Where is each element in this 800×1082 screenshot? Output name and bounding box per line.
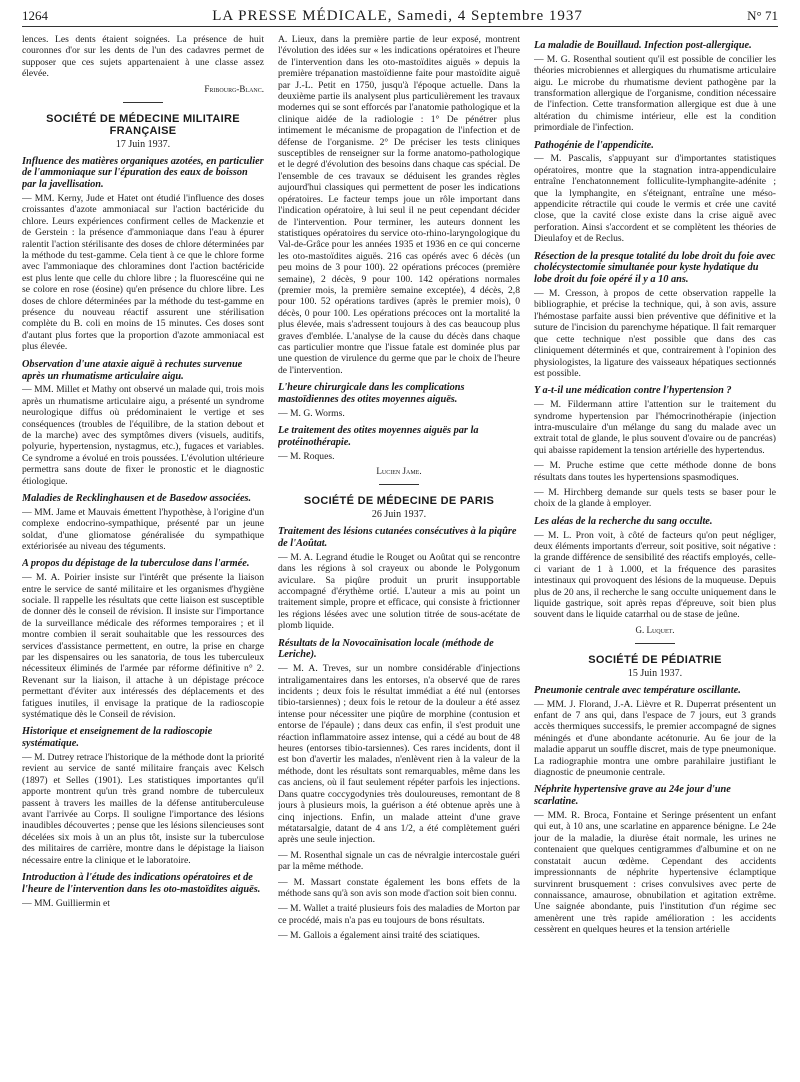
divider [123, 102, 163, 103]
article-title: L'heure chirurgicale dans les complications mastoïdiennes des otites moyennes aiguës. [278, 382, 465, 405]
article-title: Les aléas de la recherche du sang occulte. [534, 515, 713, 527]
article-text: — M. Pruche estime que cette méthode donne de bons résultats dans toutes les hypertensions spasmodiques. [534, 460, 776, 483]
article-text: — M. Cresson, à propos de cette observation rappelle la bibliographie, et précise la technique, qui, à son avis, assure l'hémostase parfaite aussi bien préventive que définitive et la suture de l'incision du parenchyme hépatique. Il fait remarquer que cette technique n'est possible que dans des cas cliniquement déterminés et que, contrairement à l'opinion des physiologistes, la ligature des vaisseaux hépatiques sectionnés est possible. [534, 288, 776, 379]
signature: Lucien Jame. [376, 466, 422, 477]
article-text: A. Lieux, dans la première partie de leur exposé, montrent l'évolution des idées sur « les indications opératoires et l'heure de l'intervention dans les oto-mastoïdites aiguës » depuis la première trépanation mastoïdienne faite pour mastoïdite aiguë par J.-L. Petit en 1750, jusqu'à l'époque actuelle. Dans la deuxième partie ils analysent plus particulièrement les travaux modernes qui se sont efforcés par l'anatomie pathologique et la clinique aidée de la radiologie : 1° De pénétrer plus intimement le mécanisme de propagation de l'infection et de défense de l'organisme. 2° De préciser les tests cliniques susceptibles de renseigner sur la forme anatomo-pathologique et le degré d'évolution des besoins dans chaque cas spécial. De l'ensemble de ces travaux se déduisent les grandes règles aujourd'hui classiques qui permettent de poser les indications opératoires. Le facteur temps joue un rôle important dans l'indication opératoire, à lui seul il ne peut cependant décider de l'intervention. Pour terminer, les auteurs donnent les statistiques opératoires du service oto-rhino-laryngologique du Val-de-Grâce pour les années 1935 et 1936 en ce qui concerne les oto-mastoïdites aiguës. 216 cas opérés avec 6 décès (un peu moins de 3 pour 100). 22 opérations précoces (première semaine), 2 décès, 9 pour 100. 142 opérations normales (premier mois, la première semaine exceptée), 4 décès, 2,8 pour 100. 52 opérations tardives (après le premier mois), 0 décès, 0 pour 100. Les opérations précoces ont la mortalité la plus élevée, mais s'adressent toujours à des cas beaucoup plus graves d'emblée. L'analyse de la cause du décès dans chaque cas particulier montre que l'issue fatale est dominée plus par une question de virulence du germe que par le choix de l'heure de l'intervention. [278, 34, 520, 376]
article-title: Observation d'une ataxie aiguë à rechutes survenue après un rhumatisme articulaire aigu. [22, 358, 243, 382]
column-3 [534, 34, 776, 1074]
article-title: Historique et enseignement de la radioscopie systématique. [22, 726, 213, 750]
article-text: — M. Dutrey retrace l'historique de la méthode dont la priorité revient au service de santé militaire français avec Kelsch (1897) et Selles (1901). Les statistiques importantes qu'il apporte montrent qu'un très grand nombre de tuberculeux passent à travers les mailles de la défense antituberculeuse avant l'arrivée au Corps. Il souligne l'importance des lésions inaudibles découvertes ; pense que les lésions silencieuses sont décelées six mois à un an plus tôt, insiste sur la tuberculose des militaires de carrière, montre dans le dépistage la liaison nécessaire entre la clinique et le laboratoire. [22, 752, 264, 866]
journal-name: LA PRESSE MÉDICALE, [212, 7, 393, 24]
article-title: Résection de la presque totalité du lobe droit du foie avec cholécystectomie simultanée pour kyste hydatique du lobe droit du foie opéré il y a 10 ans. [534, 250, 776, 286]
article-title: Introduction à l'étude des indications opératoires et de l'heure de l'intervention dans les oto-mastoïdites aiguës. [22, 872, 261, 895]
article-title: Maladies de Recklinghausen et de Basedow associées. [22, 492, 252, 504]
article-title: A propos du dépistage de la tuberculose dans l'armée. [22, 558, 250, 570]
issue-number: N° 71 [747, 8, 778, 23]
divider [379, 484, 419, 485]
article-title: Traitement des lésions cutanées consécutives à la piqûre de l'Aoûtat. [278, 526, 517, 549]
article-text: — M. A. Legrand étudie le Rouget ou Aoûtat qui se rencontre dans les régions à sol crayeux ou abonde le Polygonum aviculare. Sa piqûre produit un prurit insupportable accompagné d'érythème ortié. L'auteur a mis au point un traitement simple, propre et efficace, qui consiste à frictionner les régions lésées avec une solution titrée de sous-acétate de plomb liquide. [278, 551, 520, 632]
article-text: — M. Hirchberg demande sur quels tests se baser pour le choix de la glande à employer. [534, 486, 776, 510]
article-text: — M. Roques. [278, 450, 335, 462]
article-text: — MM. Kerny, Jude et Hatet ont étudié l'influence des doses croissantes d'azote ammoniacal sur l'action bactéricide du chlore. Leurs expériences confirment celles de Mackenzie et de Gerstein : la présence d'ammoniaque dans l'eau à épurer ralentit l'action stérilisante des doses de chlore déterminées par la méthode du test-gamme. Cela tient à ce que le chlore forme avec l'ammoniaque des chloramines dont l'action bactéricide est plus lente que celle du chlore libre ; la fluorescéine qui ne se colore en rose (éosine) qu'en présence du chlore libre. Les doses de chlore déterminées par la méthode du test-gamme en présence du nouveau réactif assurent une stérilisation complète du B. coli en moins de 15 minutes. Ces doses sont d'autant plus fortes que la proportion d'azote ammoniacal est plus élevée. [22, 193, 264, 353]
section-title: SOCIÉTÉ DE PÉDIATRIE [588, 653, 722, 666]
column-1 [22, 34, 264, 1074]
article-text: — M. G. Worms. [278, 407, 345, 419]
article-title: Résultats de la Novocaïnisation locale (méthode de Leriche). [278, 637, 494, 661]
article-text: — MM. Jame et Mauvais émettent l'hypothèse, à l'origine d'un complexe endocrino-sympathique, présenté par un jeune soldat, d'une gliomatose généralisée du sympathique extériorisée au niveau des téguments. [22, 506, 264, 552]
article-text: — MM. Millet et Mathy ont observé un malade qui, trois mois après un rhumatisme articulaire aigu, a présenté un syndrome neurologique diffus où prédominaient le vertige et ses conséquences (troubles de l'équilibre, de la station debout et de la marche) avec des symptômes divers (visuels, auditifs, polyurie, hypertension, nystagmus, etc.), fugaces et variables. Ce syndrome a évolué en trois poussées. L'évolution ultérieure permettra sans doute de fixer le pronostic et le diagnostic étiologique. [22, 384, 264, 487]
page-number: 1264 [22, 8, 48, 23]
article-columns [22, 34, 778, 1074]
signature: G. Luquet. [635, 624, 675, 635]
section-date: 26 Juin 1937. [371, 509, 427, 521]
article-text: — MM. Guilliermin et [22, 897, 110, 909]
section-date: 17 Juin 1937. [115, 138, 171, 150]
article-text: — M. A. Poirier insiste sur l'intérêt que présente la liaison entre le service de santé militaire et les organismes d'hygiène sociale. Il rappelle les résultats que cette liaison est susceptible de donner dès le conseil de révision. Il insiste sur l'importance de la surveillance médicale des réformes temporaires ; et il montre combien il serait souhaitable que les ressources des services d'assistance permettent, en outre, la prise en charge par les dispensaires ou les sanatoria, de tous les tuberculeux nécessiteux éliminés de l'armée par réforme définitive n° 2. Revenant sur la liaison, il attache à un dépistage précoce permettant d'éviter aux intéressés des déplacements et des fatigues inutiles, il envisage la pratique de la radioscopie systématique dès le Conseil de révision. [22, 572, 264, 721]
issue-date: Samedi, 4 Septembre 1937 [397, 7, 583, 24]
article-text: — MM. J. Florand, J.-A. Lièvre et R. Duperrat présentent un enfant de 7 ans qui, dans l'espace de 7 jours, eut 3 grands accès thermiques successifs, le premier accompagné de signes méningés et d'une abondante acétonurie. Au 6e jour de la maladie apparut un souffle discret, mais de type pneumonique. La radiographie montra une ombre parahilaire justifiant le diagnostic de pneumonie centrale. [534, 698, 776, 779]
section-title: SOCIÉTÉ DE MÉDECINE DE PARIS [303, 495, 495, 508]
article-title: Y a-t-il une médication contre l'hypertension ? [534, 385, 732, 397]
article-title: Influence des matières organiques azotées, en particulier de l'ammoniaque sur l'épuration des eaux de boisson par la javellisation. [22, 155, 264, 191]
article-text: — M. Pascalis, s'appuyant sur d'importantes statistiques opératoires, montre que la stagnation intra-appendiculaire entraîne l'enchatonnement folliculite-lymphangite-adénite ; que la lymphangite, en s'éteignant, entraîne une méso-appendicite rétractile qui coude le vermis et crée une cavité close, que la cavité close existe dans la crise aiguë avec perforation. Ainsi s'accordent et se complètent les théories de Dieulafoy et de Reclus. [534, 153, 776, 245]
article-text: — M. Fildermann attire l'attention sur le traitement du syndrome hypertension par l'hémocrinothérapie (injection intra-musculaire d'un mélange du sang du malade avec un extrait total de glande, le plus souvent d'ovaire ou de pancréas) qui abaisse rapidement la tension artérielle des hypertendus. [534, 399, 776, 456]
signature: Fribourg-Blanc. [204, 83, 264, 94]
article-text: — M. Wallet a traité plusieurs fois des maladies de Morton par ce procédé, mais n'a pas eu toujours de bons résultats. [278, 903, 520, 926]
article-text: — M. G. Rosenthal soutient qu'il est possible de concilier les théories microbiennes et allergiques du rhumatisme articulaire aigu. Le microbe du rhumatisme devient pathogène par la transformation allergique de l'organisme, condition nécessaire de l'infection. Cette transformation allergique est due à une altération du chimisme intérieur, elle est la condition primordiale de l'infection. [534, 53, 776, 134]
article-title: La maladie de Bouillaud. Infection post-allergique. [534, 40, 752, 51]
article-text: — M. L. Pron voit, à côté de facteurs qu'on peut négliger, deux éléments importants d'erreur, soit positive, soit négative : la grande différence de sensibilité des réactifs employés, celle-ci variant de 1 à 1.000, et la fréquence des parasites intestinaux qui provoquent des lésions de la muqueuse. Depuis plus de 20 ans, il recherche le sang occulte uniquement dans le liquide gastrique, soit après repas d'épreuve, soit bien plus souvent dans le liquide catarrhal ou de stase de jeûne. [534, 529, 776, 621]
article-text: — M. Rosenthal signale un cas de névralgie intercostale guéri par la même méthode. [278, 849, 520, 873]
section-date: 15 Juin 1937. [627, 667, 683, 679]
page-header [22, 6, 778, 27]
article-text: — M. A. Treves, sur un nombre considérable d'injections intraligamentaires dans les entorses, n'a observé que de rares incidents ; deux fois le résultat immédiat a été nul (entorses tibio-tarsiennes) ; deux fois le retour de la douleur a été assez intense pour nécessiter une piqûre de morphine (contusion et entorse de l'épaule) ; dans deux cas enfin, il s'est produit une réaction inflammatoire assez intense, qui a cédé au bout de 48 heures (entorses tibio-tarsiennes). Ces rares incidents, dont il est bon d'avertir les malades, n'enlèvent rien à la valeur de la méthode, dont les résultats sont remarquables, même dans les cas anciens, où il faut seulement répéter parfois les injections. Dans quatre coccygodynies très douloureuses, remontant de 8 jours à plusieurs mois, la guérison a été obtenue après une à cinq injections. Enfin, un malade atteint d'une grave métatarsalgie, datant de 4 ans 1/2, a été complètement guéri après une seule injection. [278, 663, 520, 846]
article-title: Pneumonie centrale avec température oscillante. [534, 684, 741, 696]
article-title: Néphrite hypertensive grave au 24e jour d'une scarlatine. [534, 784, 731, 808]
divider [635, 643, 675, 644]
article-text: — MM. R. Broca, Fontaine et Seringe présentent un enfant qui eut, à 10 ans, une scarlatine en apparence bénigne. Le 24e jour de la maladie, la diurèse était normale, les urines ne contenaient que quelques centigrammes d'albumine et on ne constatait aucun œdème. Cependant des accidents impressionnants de néphrite hypertensive éclamptique survinrent brusquement : crises convulsives avec perte de connaissance, amaurose, obnubilation et agitation extrême. Une saignée abondante, puis l'institution d'un régime sec amenèrent une très rapide amélioration : les accidents cessèrent en quelques heures et la tension artérielle [534, 810, 776, 936]
article-title: Le traitement des otites moyennes aiguës par la protéinothérapie. [278, 425, 479, 448]
section-title: SOCIÉTÉ DE MÉDECINE MILITAIRE FRANÇAISE [46, 112, 240, 137]
article-title: Pathogénie de l'appendicite. [534, 139, 654, 151]
article-text: — M. Massart constate également les bons effets de la méthode sans qu'à son avis son mode d'action soit bien connu. [278, 876, 520, 899]
article-text: — M. Gallois a également ainsi traité des sciatiques. [278, 930, 480, 942]
intro-paragraph: lences. Les dents étaient soignées. La présence de huit couronnes d'or sur les dents de l'un des cadavres permet de supposer que ces sujets appartenaient à une classe assez élevée. [22, 34, 264, 80]
column-2 [278, 34, 520, 1074]
journal-title [212, 8, 583, 25]
